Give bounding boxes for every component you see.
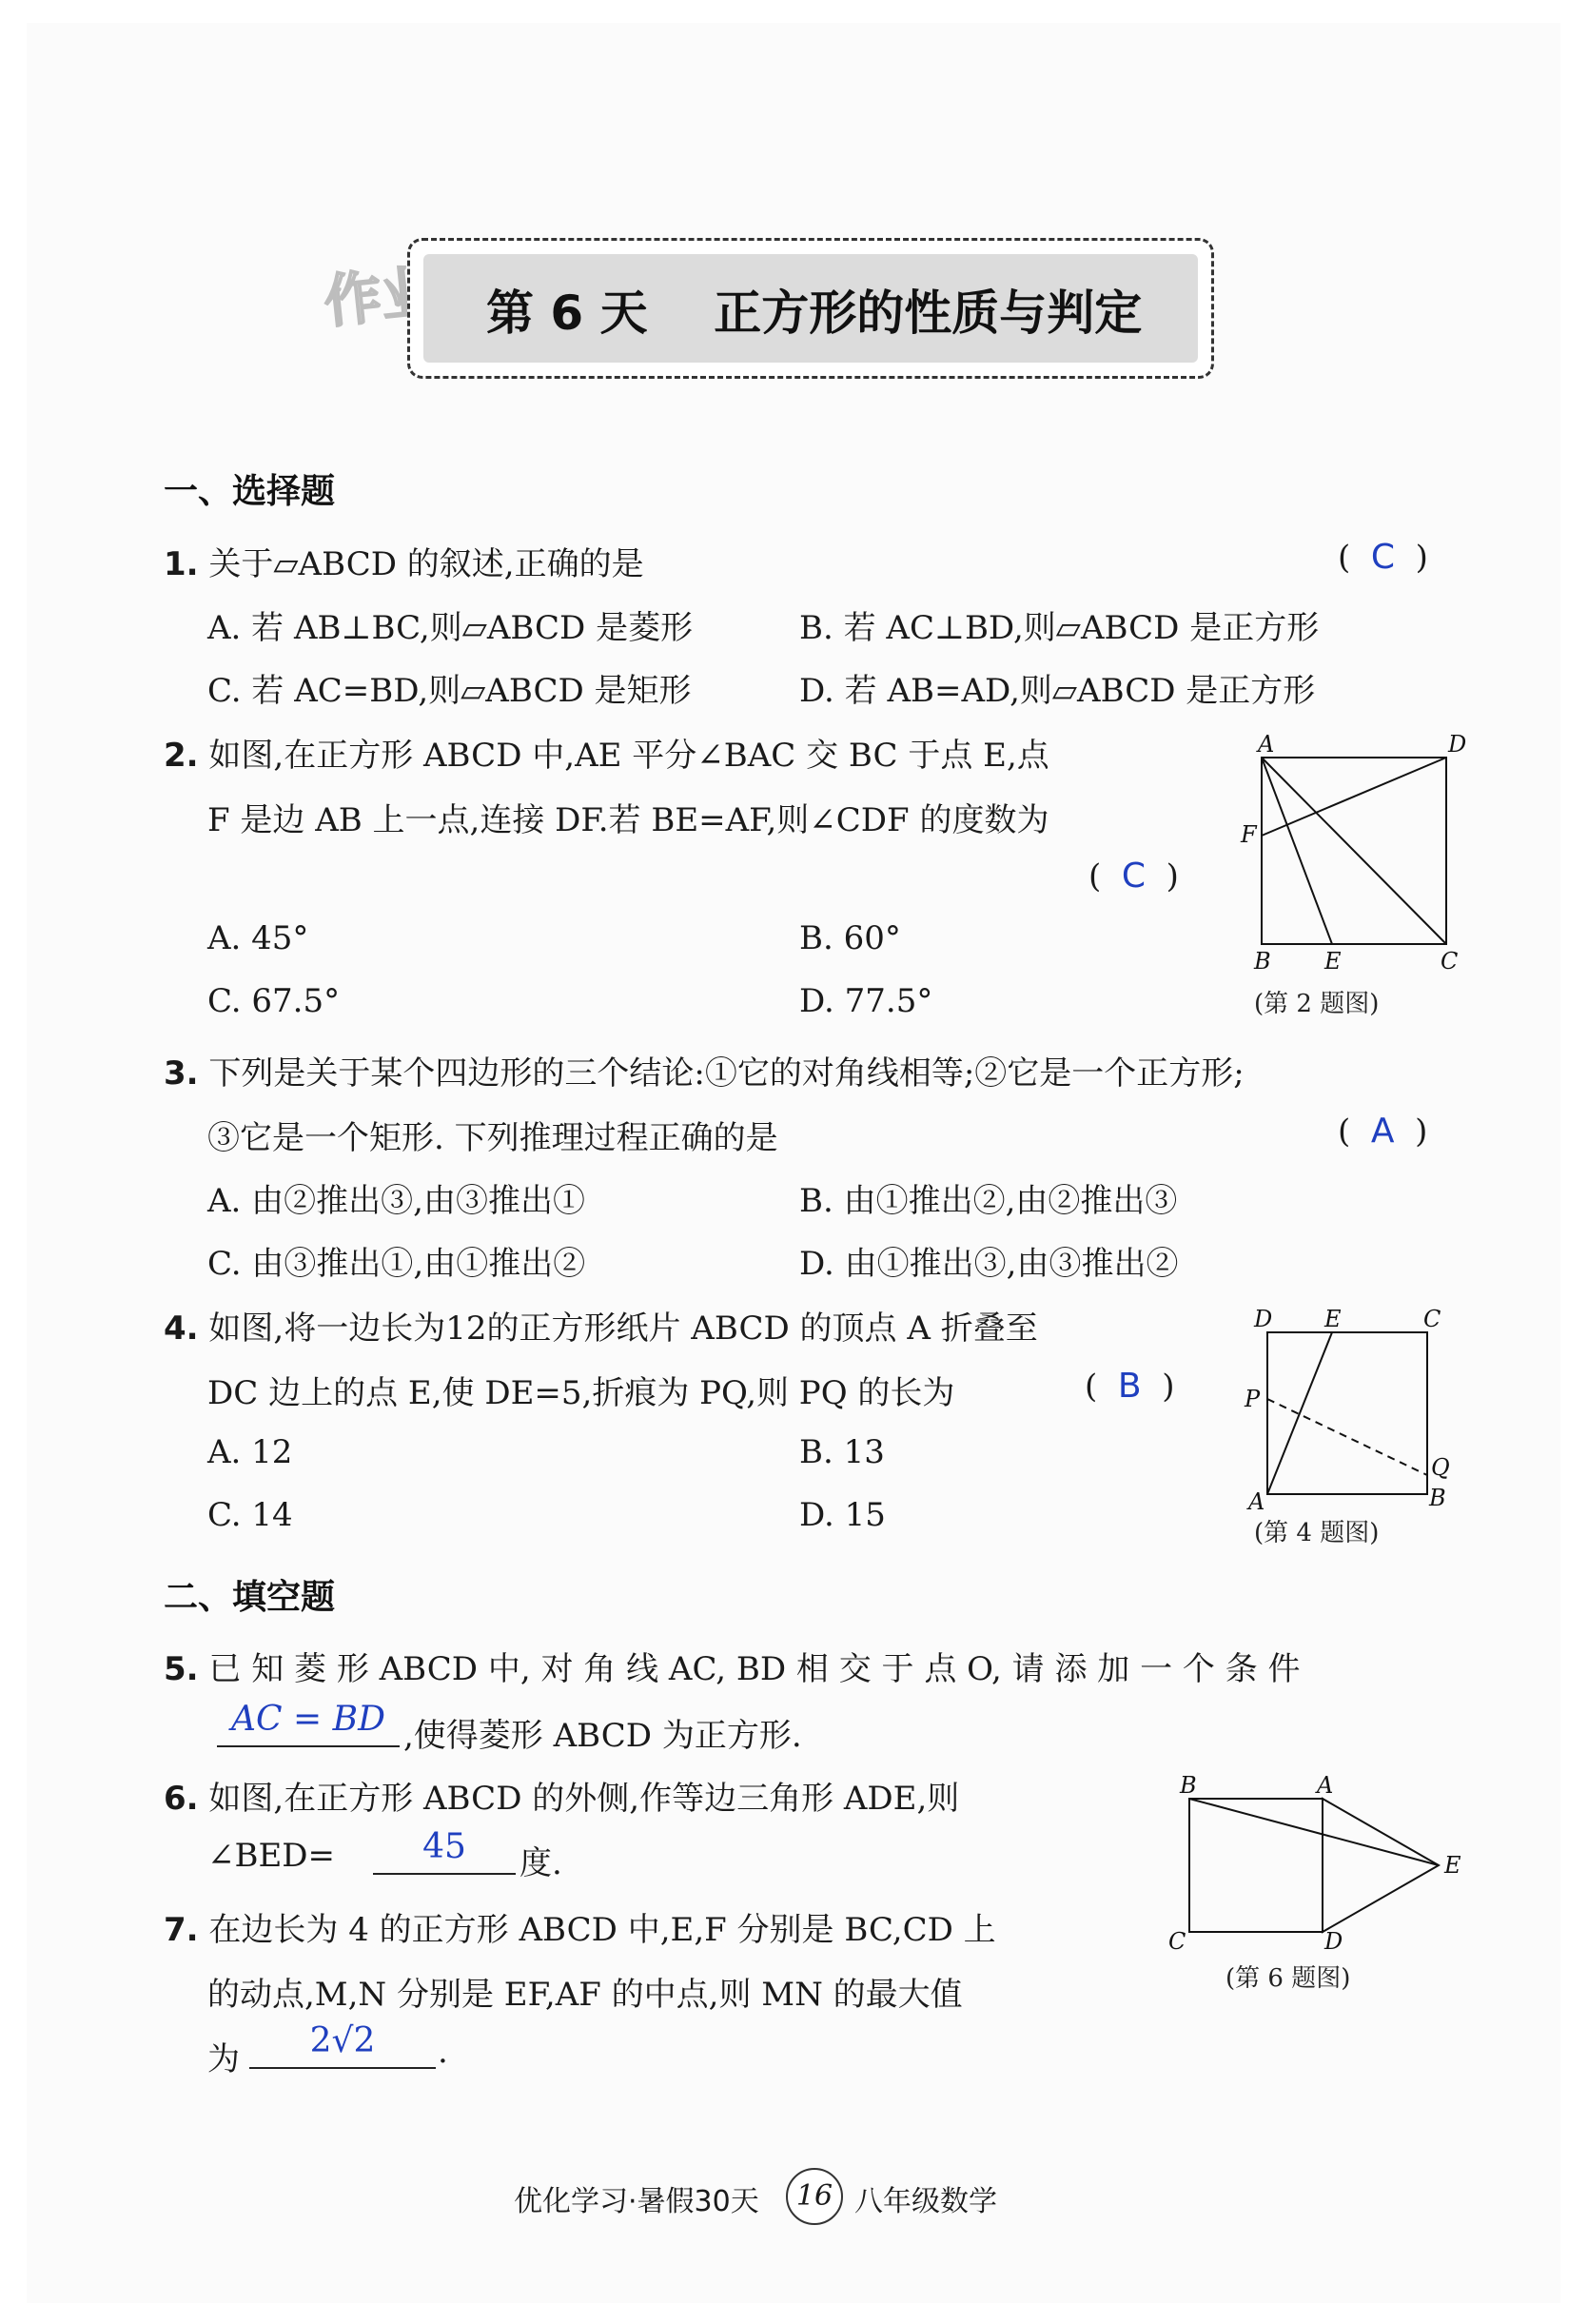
- question-4: [164, 1302, 1038, 1349]
- option-d: D. 77.5°: [799, 982, 933, 1020]
- section-title-choice: 一、选择题: [164, 472, 336, 511]
- segment-ae: [1267, 1332, 1332, 1494]
- triangle-ade: [1323, 1799, 1439, 1932]
- question-line: .: [438, 2033, 448, 2071]
- option-c: C. 67.5°: [207, 982, 341, 1020]
- question-line: 已 知 菱 形 ABCD 中, 对 角 线 AC, BD 相 交 于 点 O, 请 添 加 一 个 条 件: [208, 1650, 1301, 1688]
- question-line: 在边长为 4 的正方形 ABCD 中,E,F 分别是 BC,CD 上: [208, 1911, 996, 1949]
- page-number: 16: [786, 2168, 843, 2225]
- segment-df: [1262, 758, 1446, 836]
- label-a: A: [1258, 731, 1275, 758]
- segment-ae: [1262, 758, 1332, 944]
- label-a: A: [1248, 1488, 1265, 1515]
- option-b: B. 由①推出②,由②推出③: [799, 1182, 1178, 1220]
- segment-be: [1189, 1799, 1439, 1865]
- label-b: B: [1180, 1772, 1197, 1799]
- label-e: E: [1444, 1852, 1461, 1879]
- answer: C: [1370, 538, 1396, 577]
- option-c: C. 若 AC=BD,则▱ABCD 是矩形: [207, 672, 692, 710]
- question-number: 3.: [164, 1054, 199, 1093]
- label-e: E: [1324, 948, 1342, 975]
- title-banner: [407, 238, 1214, 379]
- question-2: [164, 729, 1049, 776]
- question-line: ③它是一个矩形. 下列推理过程正确的是: [207, 1119, 778, 1157]
- label-p: P: [1245, 1386, 1261, 1412]
- option-c: C. 14: [207, 1496, 293, 1534]
- figure-caption: (第 4 题图): [1254, 1519, 1380, 1547]
- label-c: C: [1441, 948, 1459, 975]
- diagonal-ac: [1262, 758, 1446, 944]
- question-line: 如图,将一边长为12的正方形纸片 ABCD 的顶点 A 折叠至: [208, 1310, 1038, 1348]
- option-d: D. 15: [799, 1496, 886, 1534]
- label-d: D: [1254, 1306, 1273, 1332]
- question-line: 的动点,M,N 分别是 EF,AF 的中点,则 MN 的最大值: [207, 1976, 963, 2014]
- answer-bracket: ( B ): [1085, 1367, 1175, 1406]
- question-line: 为: [207, 2040, 240, 2078]
- question-line: F 是边 AB 上一点,连接 DF.若 BE=AF,则∠CDF 的度数为: [207, 801, 1049, 839]
- section-title-fill: 二、填空题: [164, 1578, 336, 1617]
- question-number: 1.: [164, 545, 199, 583]
- label-d: D: [1448, 731, 1467, 758]
- question-line: 度.: [520, 1844, 562, 1882]
- label-q: Q: [1431, 1454, 1450, 1481]
- label-c: C: [1168, 1928, 1186, 1955]
- question-line: ∠BED=: [207, 1837, 336, 1875]
- square-abcd: [1189, 1799, 1323, 1932]
- option-a: A. 由②推出③,由③推出①: [207, 1182, 585, 1220]
- option-a: A. 若 AB⊥BC,则▱ABCD 是菱形: [207, 609, 694, 647]
- option-b: B. 60°: [799, 919, 901, 957]
- answer: B: [1117, 1367, 1142, 1406]
- option-b: B. 若 AC⊥BD,则▱ABCD 是正方形: [799, 609, 1320, 647]
- answer-bracket: ( C ): [1088, 857, 1179, 896]
- answer-blank: AC = BD: [217, 1700, 400, 1747]
- figure-q4: [1227, 1294, 1475, 1513]
- label-d: D: [1324, 1928, 1343, 1955]
- answer-blank: 2√2: [249, 2021, 436, 2069]
- option-a: A. 45°: [207, 919, 309, 957]
- option-b: B. 13: [799, 1433, 885, 1471]
- question-stem: 关于▱ABCD 的叙述,正确的是: [208, 545, 644, 583]
- question-line: ,使得菱形 ABCD 为正方形.: [403, 1717, 802, 1755]
- figure-q6-label-c: [1161, 1928, 1199, 1960]
- question-5: [164, 1643, 1301, 1689]
- label-f: F: [1241, 821, 1257, 848]
- label-b: B: [1254, 948, 1271, 975]
- label-a: A: [1317, 1772, 1334, 1799]
- question-number: 2.: [164, 737, 199, 775]
- option-d: D. 由①推出③,由③推出②: [799, 1245, 1179, 1283]
- question-line: 如图,在正方形 ABCD 的外侧,作等边三角形 ADE,则: [208, 1780, 960, 1818]
- question-6: [164, 1772, 959, 1819]
- square-abcd: [1267, 1332, 1427, 1494]
- option-d: D. 若 AB=AD,则▱ABCD 是正方形: [799, 672, 1316, 710]
- answer-bracket: ( C ): [1338, 538, 1428, 577]
- answer-blank: 45: [373, 1827, 516, 1875]
- question-number: 6.: [164, 1780, 199, 1818]
- question-number: 7.: [164, 1911, 199, 1949]
- option-a: A. 12: [207, 1433, 293, 1471]
- label-b: B: [1429, 1485, 1446, 1511]
- question-7: [164, 1903, 996, 1950]
- fold-line-pq: [1267, 1399, 1427, 1475]
- question-3: [164, 1047, 1245, 1093]
- page-title: 第 6 天 正方形的性质与判定: [486, 286, 1143, 341]
- question-line: 如图,在正方形 ABCD 中,AE 平分∠BAC 交 BC 于点 E,点: [208, 737, 1049, 775]
- question-number: 4.: [164, 1310, 199, 1348]
- question-1: [164, 538, 644, 584]
- option-c: C. 由③推出①,由①推出②: [207, 1245, 586, 1283]
- figure-caption: (第 2 题图): [1254, 990, 1380, 1018]
- label-c: C: [1423, 1306, 1441, 1332]
- question-line: DC 边上的点 E,使 DE=5,折痕为 PQ,则 PQ 的长为: [207, 1374, 955, 1412]
- answer: A: [1370, 1112, 1395, 1151]
- footer-book-title: 优化学习·暑假30天: [514, 2185, 759, 2218]
- figure-q6: [1161, 1761, 1484, 1955]
- question-line: 下列是关于某个四边形的三个结论:①它的对角线相等;②它是一个正方形;: [208, 1054, 1245, 1093]
- question-number: 5.: [164, 1650, 199, 1688]
- footer-subject: 八年级数学: [854, 2185, 997, 2218]
- figure-caption: (第 6 题图): [1225, 1964, 1351, 1993]
- label-e: E: [1324, 1306, 1342, 1332]
- answer: C: [1121, 857, 1147, 896]
- answer-bracket: ( A ): [1338, 1112, 1428, 1151]
